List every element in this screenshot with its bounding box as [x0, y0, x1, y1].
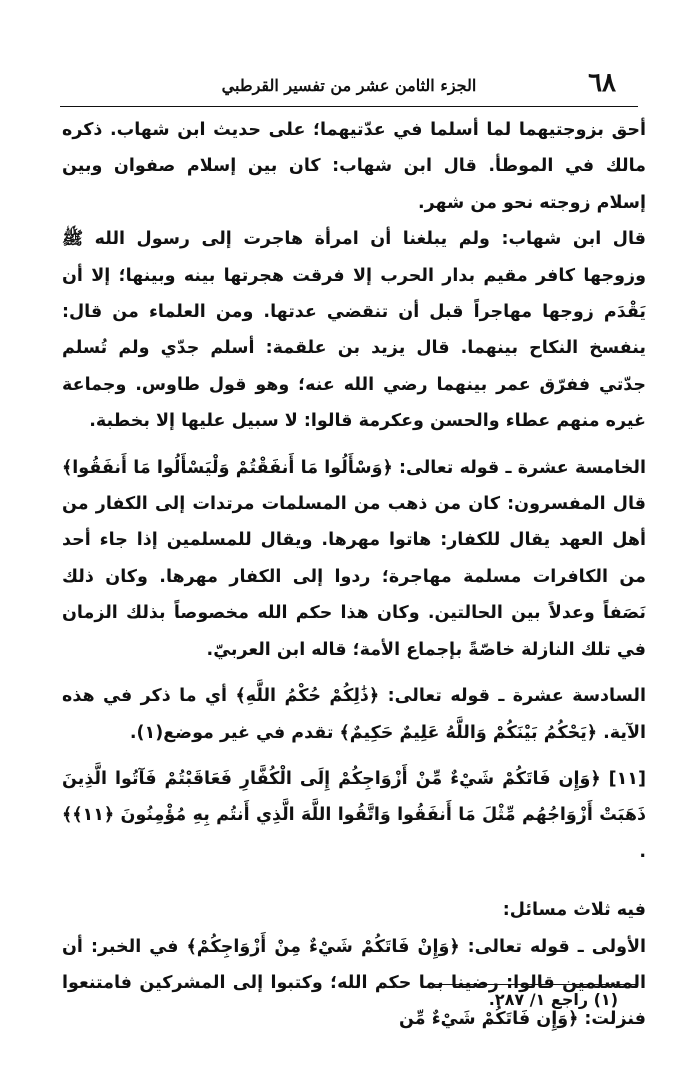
main-text — [62, 112, 646, 1038]
footnote: (١) راجع ١/ ٢٨٧. — [488, 990, 618, 1009]
page-header — [60, 68, 638, 108]
paragraph: قال ابن شهاب: ولم يبلغنا أن امرأة هاجرت إلى رسول الله ﷺ وزوجها كافر مقيم بدار الحرب إلا فرقت هجرتها بينه وبينها؛ إلا أن يَقْدَم زوجها مهاجراً قبل أن تنقضي عدتها. ومن العلماء من قال: ينفسخ النكاح بينهما. قال يزيد بن علقمة: أسلم جدّي ولم تُسلم جدّتي ففرّق عمر بينهما رضي الله عنه؛ وهو قول طاوس. وجماعة غيره منهم عطاء والحسن وعكرمة قالوا: لا سبيل عليها إلا بخطبة. — [62, 229, 646, 432]
issues-heading: فيه ثلاث مسائل: — [502, 900, 646, 921]
paragraph: أحق بزوجتيهما لما أسلما في عدّتيهما؛ على حديث ابن شهاب. ذكره مالك في الموطأ. قال ابن شهاب: كان بين إسلام صفوان وبين إسلام زوجته نحو من شهر. — [62, 120, 646, 213]
header-rule — [60, 106, 638, 107]
paragraph: السادسة عشرة ـ قوله تعالى: ﴿ذَٰلِكُمْ حُكْمُ اللَّهِ﴾ أي ما ذكر في هذه الآية. ﴿يَحْكُمُ بَيْنَكُمْ وَاللَّهُ عَلِيمٌ حَكِيمٌ﴾ تقدم في غير موضع(١). — [62, 686, 646, 743]
paragraph: الأولى ـ قوله تعالى: ﴿وَإِنْ فَاتَكُمْ شَيْءٌ مِنْ أَزْوَاجِكُمْ﴾ في الخبر: أن المسلمين قالوا: رضينا بما حكم الله؛ وكتبوا إلى المشركين فامتنعوا فنزلت: ﴿وَإِن فَاتَكُمْ شَيْءٌ مِّن — [62, 936, 646, 1030]
quran-verse: [١١] ﴿وَإِن فَاتَكُمْ شَيْءٌ مِّنْ أَزْوَاجِكُمْ إِلَى الْكُفَّارِ فَعَاقَبْتُمْ فَآتُوا الَّذِينَ ذَهَبَتْ أَزْوَاجُهُم مِّثْلَ مَا أَنفَقُوا وَاتَّقُوا اللَّهَ الَّذِي أَنتُم بِهِ مُؤْمِنُونَ ﴿١١﴾﴾ . — [62, 768, 646, 862]
running-title: الجزء الثامن عشر من تفسير القرطبي — [221, 76, 477, 95]
footnote-rule — [430, 984, 636, 985]
page-number: ٦٨ — [588, 68, 616, 98]
paragraph: الخامسة عشرة ـ قوله تعالى: ﴿وَسْأَلُوا مَا أَنفَقْتُمْ وَلْيَسْأَلُوا مَا أَنفَقُوا﴾ قال المفسرون: كان من ذهب من المسلمات مرتدات إلى الكفار من أهل العهد يقال للكفار: هاتوا مهرها. ويقال للمسلمين إذا جاء أحد من الكافرات مسلمة مهاجرة؛ ردوا إلى الكفار مهرها. وكان ذلك نَصَفاً وعدلاً بين الحالتين. وكان هذا حكم الله مخصوصاً بذلك الزمان في تلك النازلة خاصّةً بإجماع الأمة؛ قاله ابن العربيّ. — [62, 457, 646, 660]
